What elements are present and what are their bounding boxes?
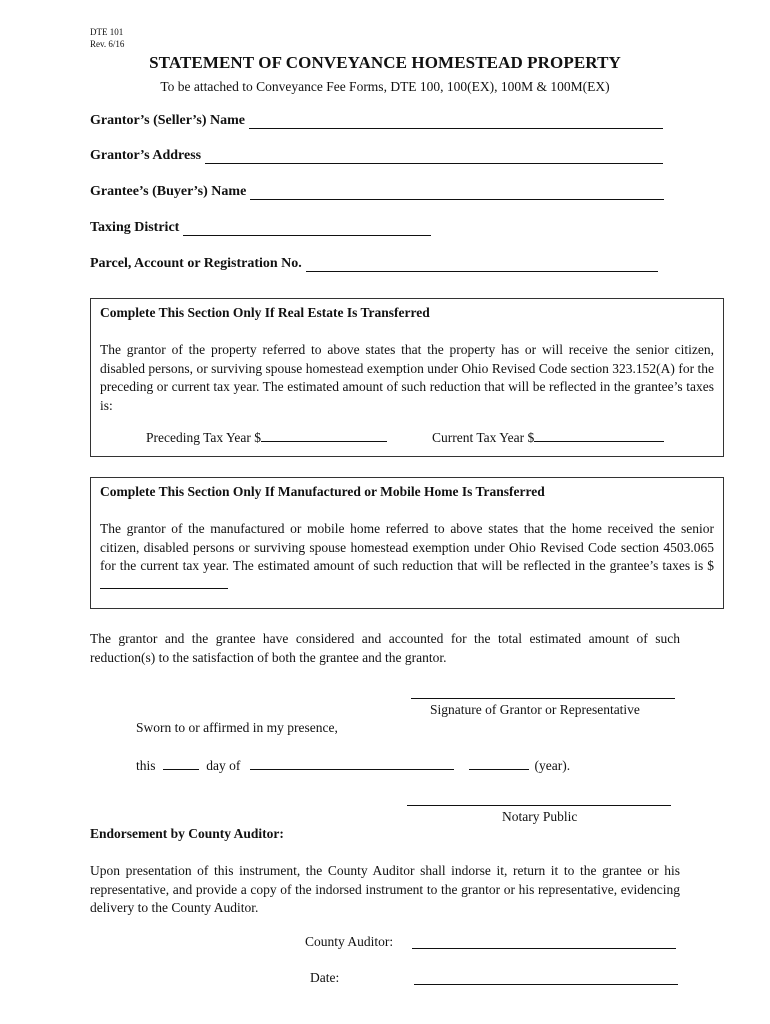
- mobile-home-body: The grantor of the manufactured or mobile home referred to above states that the home received the senior citizen, disabled persons or surviving spouse homestead exemption under Ohio Revised Code section 4503.065 for the current tax year. The estimated amount of such reduction that will be reflected in the grantee’s taxes is $: [100, 521, 714, 573]
- county-auditor-row: [305, 934, 393, 950]
- grantor-address-label: Grantor’s Address: [90, 148, 202, 163]
- auditor-body: Upon presentation of this instrument, the County Auditor shall indorse it, return it to the grantee or his representative, and provide a copy of the indorsed instrument to the grantor or his representative, evidencing delivery to the County Auditor.: [90, 863, 680, 915]
- current-year-label: Current Tax Year $: [432, 430, 535, 445]
- sworn-text: Sworn to or affirmed in my presence,: [136, 720, 338, 735]
- grantor-signature-label: Signature of Grantor or Representative: [430, 702, 640, 717]
- mobile-home-heading: Complete This Section Only If Manufactured or Mobile Home Is Transferred: [100, 484, 545, 499]
- auditor-heading: Endorsement by County Auditor:: [90, 826, 284, 841]
- year-label: (year).: [534, 758, 571, 773]
- parcel-row: [90, 256, 658, 272]
- form-number: DTE 101: [90, 27, 124, 37]
- current-year-row: [432, 429, 664, 446]
- form-id-block: [90, 26, 124, 50]
- grantor-name-row: [90, 113, 663, 129]
- notary-label: Notary Public: [502, 809, 578, 824]
- taxing-district-row: [90, 220, 431, 236]
- mobile-home-amount-field[interactable]: [100, 576, 228, 589]
- mobile-home-body-wrap: [100, 520, 714, 594]
- auditor-date-label: Date:: [310, 970, 340, 985]
- grantor-name-label: Grantor’s (Seller’s) Name: [90, 113, 245, 128]
- parcel-label: Parcel, Account or Registration No.: [90, 256, 302, 271]
- taxing-district-label: Taxing District: [90, 220, 180, 235]
- date-sworn-row: [136, 757, 570, 774]
- county-auditor-label: County Auditor:: [305, 934, 394, 949]
- grantee-name-label: Grantee’s (Buyer’s) Name: [90, 184, 247, 199]
- preceding-year-row: [146, 429, 387, 446]
- preceding-year-label: Preceding Tax Year $: [146, 430, 262, 445]
- taxing-district-field[interactable]: [183, 221, 431, 236]
- current-year-amount-field[interactable]: [534, 429, 664, 442]
- year-field[interactable]: [469, 757, 529, 770]
- grantor-name-field[interactable]: [249, 114, 663, 129]
- page-subtitle: To be attached to Conveyance Fee Forms, DTE 100, 100(EX), 100M & 100M(EX): [160, 79, 610, 94]
- this-label: this: [136, 758, 156, 773]
- parcel-field[interactable]: [306, 257, 658, 272]
- month-field[interactable]: [250, 757, 454, 770]
- page-title: STATEMENT OF CONVEYANCE HOMESTEAD PROPERTY: [149, 53, 621, 72]
- mobile-home-section: [90, 477, 724, 609]
- day-of-label: day of: [206, 758, 241, 773]
- grantee-name-row: [90, 184, 664, 200]
- day-field[interactable]: [163, 757, 199, 770]
- auditor-date-line[interactable]: [414, 983, 678, 985]
- form-revision: Rev. 6/16: [90, 39, 125, 49]
- preceding-year-amount-field[interactable]: [261, 429, 387, 442]
- real-estate-heading: Complete This Section Only If Real Estate Is Transferred: [100, 305, 430, 320]
- agreement-text: The grantor and the grantee have considered and accounted for the total estimated amount of such reduction(s) to the satisfaction of both the grantee and the grantor.: [90, 631, 680, 665]
- notary-signature-line[interactable]: [407, 804, 671, 806]
- real-estate-section: [90, 298, 724, 457]
- grantor-address-row: [90, 148, 663, 164]
- real-estate-body: The grantor of the property referred to above states that the property has or will receive the senior citizen, disabled persons, or surviving spouse homestead exemption under Ohio Revised Code section 323.152(A) for the preceding or current tax year. The estimated amount of such reduction that will be reflected in the grantee’s taxes is:: [100, 342, 714, 413]
- grantor-address-field[interactable]: [205, 149, 663, 164]
- grantor-signature-line[interactable]: [411, 697, 675, 699]
- grantee-name-field[interactable]: [250, 185, 664, 200]
- county-auditor-signature-line[interactable]: [412, 947, 676, 949]
